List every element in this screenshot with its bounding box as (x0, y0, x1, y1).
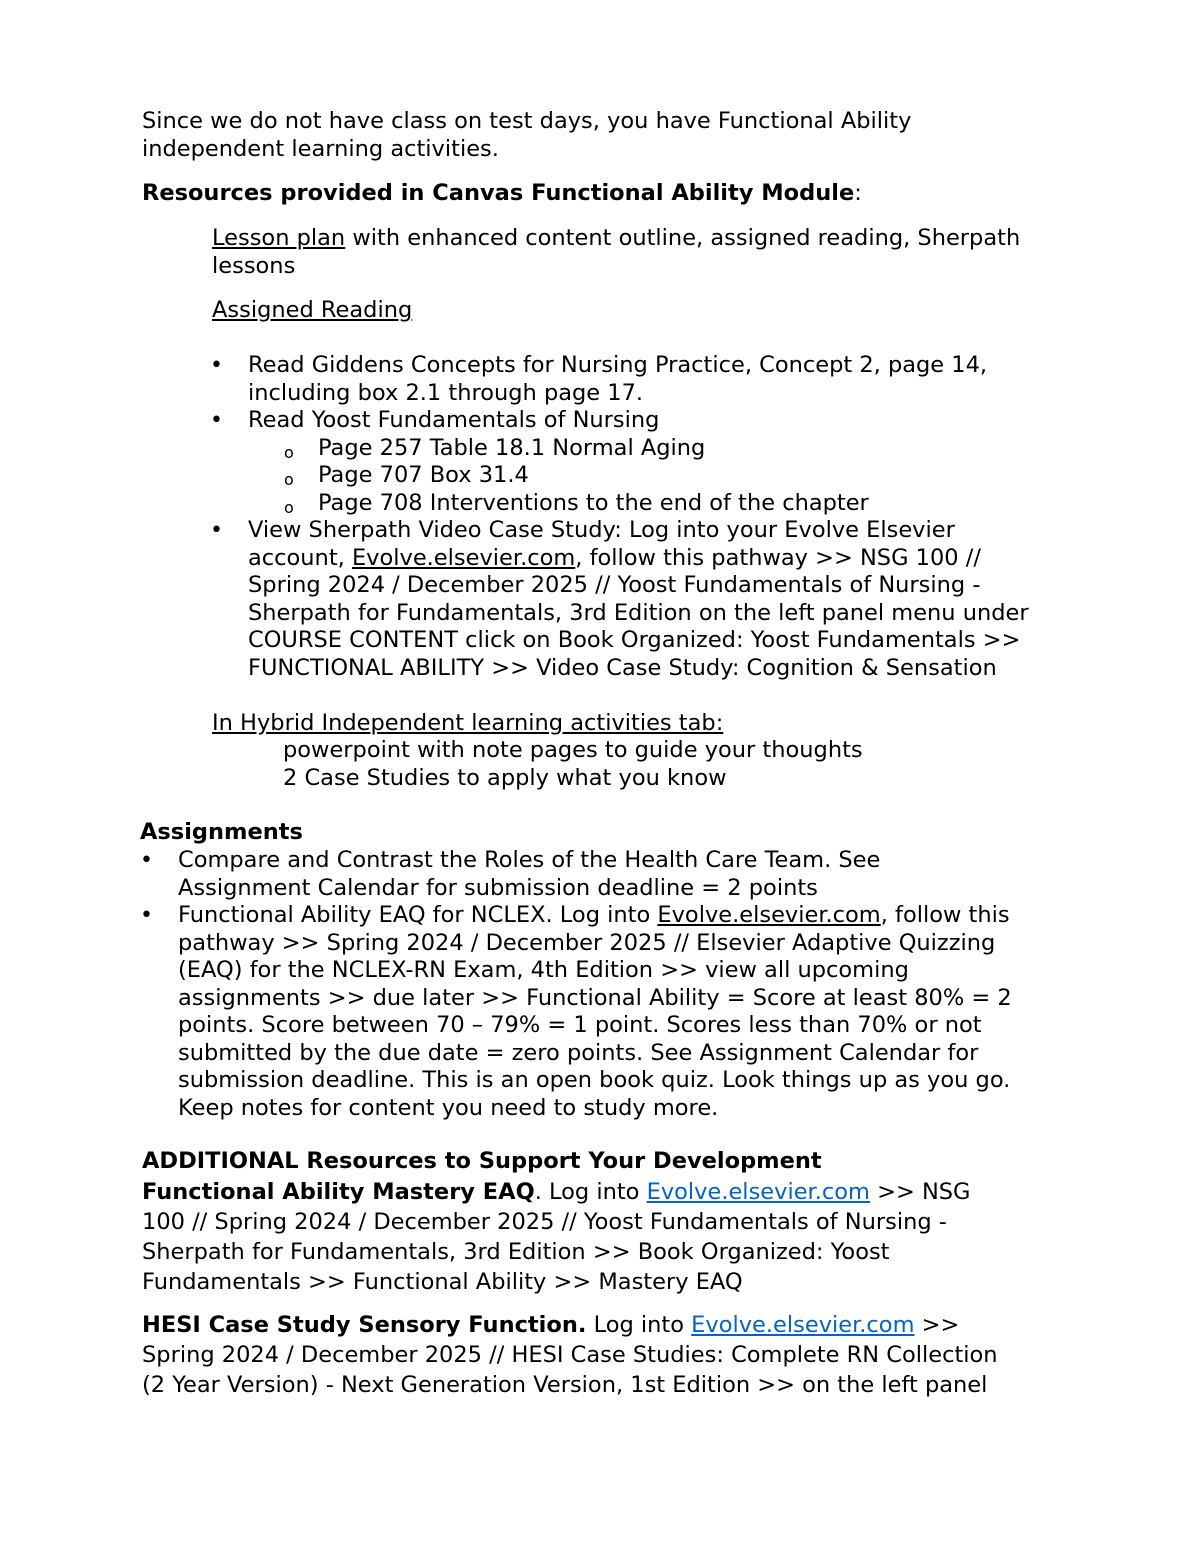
circle-bullet-icon: o (284, 443, 294, 462)
mastery-eaq-title: Functional Ability Mastery EAQ (142, 1179, 535, 1205)
hybrid-item: 2 Case Studies to apply what you know (283, 764, 727, 791)
assignment-line-segment: Functional Ability EAQ for NCLEX. Log into (178, 902, 658, 928)
bullet-icon: • (140, 848, 153, 873)
assignment-line: (EAQ) for the NCLEX-RN Exam, 4th Edition >> view all upcoming (178, 957, 909, 983)
assigned-reading-text: Assigned Reading (212, 297, 413, 323)
intro-line-1: Since we do not have class on test days, you have Functional Ability (142, 108, 912, 134)
assignment-line-segment: , follow this (880, 902, 1010, 928)
sherpath-line-segment: , follow this pathway >> NSG 100 // (575, 544, 981, 571)
hesi-segment: >> (914, 1312, 960, 1338)
mastery-line: Fundamentals >> Functional Ability >> Mastery EAQ (142, 1269, 743, 1295)
sherpath-line: Spring 2024 / December 2025 // Yoost Fundamentals of Nursing - (248, 572, 981, 598)
resources-heading-colon: : (854, 180, 862, 206)
assignments-heading: Assignments (140, 819, 303, 845)
sherpath-line: View Sherpath Video Case Study: Log into your Evolve Elsevier (248, 517, 955, 543)
hesi-line: (2 Year Version) - Next Generation Version, 1st Edition >> on the left panel (142, 1372, 988, 1398)
sherpath-line: Sherpath for Fundamentals, 3rd Edition on the left panel menu under (248, 599, 1029, 626)
reading-item-line: Read Giddens Concepts for Nursing Practice, Concept 2, page 14, (248, 352, 988, 378)
lesson-plan-paragraph (212, 225, 1020, 280)
bullet-icon: • (210, 353, 223, 378)
assignment-line: submission deadline. This is an open book quiz. Look things up as you go. (178, 1067, 1011, 1093)
assignment-line: points. Score between 70 – 79% = 1 point. Scores less than 70% or not (178, 1012, 982, 1038)
intro-line-2: independent learning activities. (142, 135, 499, 162)
mastery-segment: . Log into (534, 1179, 647, 1205)
sherpath-line-segment: account, (248, 544, 352, 571)
additional-heading: ADDITIONAL Resources to Support Your Development (142, 1148, 822, 1174)
mastery-segment: >> NSG (869, 1179, 971, 1205)
reading-item-line: including box 2.1 through page 17. (248, 379, 644, 406)
bullet-icon: • (210, 518, 223, 543)
assignment-line: Compare and Contrast the Roles of the Health Care Team. See (178, 847, 881, 873)
yoost-sub-item: Page 708 Interventions to the end of the chapter (318, 490, 869, 516)
hesi-segment: Log into (586, 1312, 692, 1338)
lesson-plan-line-2: lessons (212, 252, 296, 279)
evolve-link[interactable]: Evolve.elsevier.com (691, 1312, 915, 1338)
assigned-reading-heading (212, 297, 412, 325)
evolve-link[interactable]: Evolve.elsevier.com (351, 544, 576, 571)
sherpath-line: FUNCTIONAL ABILITY >> Video Case Study: Cognition & Sensation (248, 654, 997, 681)
hesi-line: Spring 2024 / December 2025 // HESI Case Studies: Complete RN Collection (142, 1342, 998, 1368)
resources-heading-text: Resources provided in Canvas Functional Ability Module (142, 180, 855, 206)
assignment-line: submitted by the due date = zero points. See Assignment Calendar for (178, 1039, 979, 1066)
circle-bullet-icon: o (284, 498, 294, 517)
assignment-line: Assignment Calendar for submission deadline = 2 points (178, 874, 818, 901)
sherpath-line: COURSE CONTENT click on Book Organized: Yoost Fundamentals >> (248, 627, 1021, 653)
lesson-plan-link[interactable]: Lesson plan (212, 225, 346, 251)
resources-heading (142, 180, 862, 208)
hybrid-item: powerpoint with note pages to guide your thoughts (283, 737, 863, 763)
reading-item-giddens (248, 352, 987, 407)
lesson-plan-description: with enhanced content outline, assigned reading, Sherpath (345, 225, 1021, 251)
yoost-sub-item: Page 707 Box 31.4 (318, 462, 529, 488)
assignment-item-compare (178, 847, 880, 902)
reading-item-sherpath (248, 517, 1029, 682)
mastery-eaq-paragraph (142, 1177, 971, 1297)
evolve-link[interactable]: Evolve.elsevier.com (657, 902, 881, 928)
hybrid-items (283, 737, 863, 792)
assignment-line: Keep notes for content you need to study more. (178, 1094, 719, 1121)
yoost-sub-item: Page 257 Table 18.1 Normal Aging (318, 435, 706, 461)
hybrid-heading (212, 710, 723, 738)
hybrid-heading-text: In Hybrid Independent learning activities tab: (212, 710, 724, 736)
hesi-title: HESI Case Study Sensory Function. (142, 1312, 587, 1338)
mastery-line: 100 // Spring 2024 / December 2025 // Yoost Fundamentals of Nursing - (142, 1209, 947, 1235)
mastery-line: Sherpath for Fundamentals, 3rd Edition >> Book Organized: Yoost (142, 1239, 890, 1265)
reading-item-line: Read Yoost Fundamentals of Nursing (248, 407, 660, 433)
assignment-item-eaq (178, 902, 1012, 1122)
assignment-line: assignments >> due later >> Functional Ability = Score at least 80% = 2 (178, 984, 1012, 1011)
bullet-icon: • (210, 408, 223, 433)
evolve-link[interactable]: Evolve.elsevier.com (646, 1179, 870, 1205)
assignment-line: pathway >> Spring 2024 / December 2025 // Elsevier Adaptive Quizzing (178, 929, 996, 956)
hesi-paragraph (142, 1310, 998, 1400)
reading-item-yoost (248, 407, 659, 435)
bullet-icon: • (140, 903, 153, 928)
intro-paragraph (142, 108, 911, 163)
circle-bullet-icon: o (284, 470, 294, 489)
